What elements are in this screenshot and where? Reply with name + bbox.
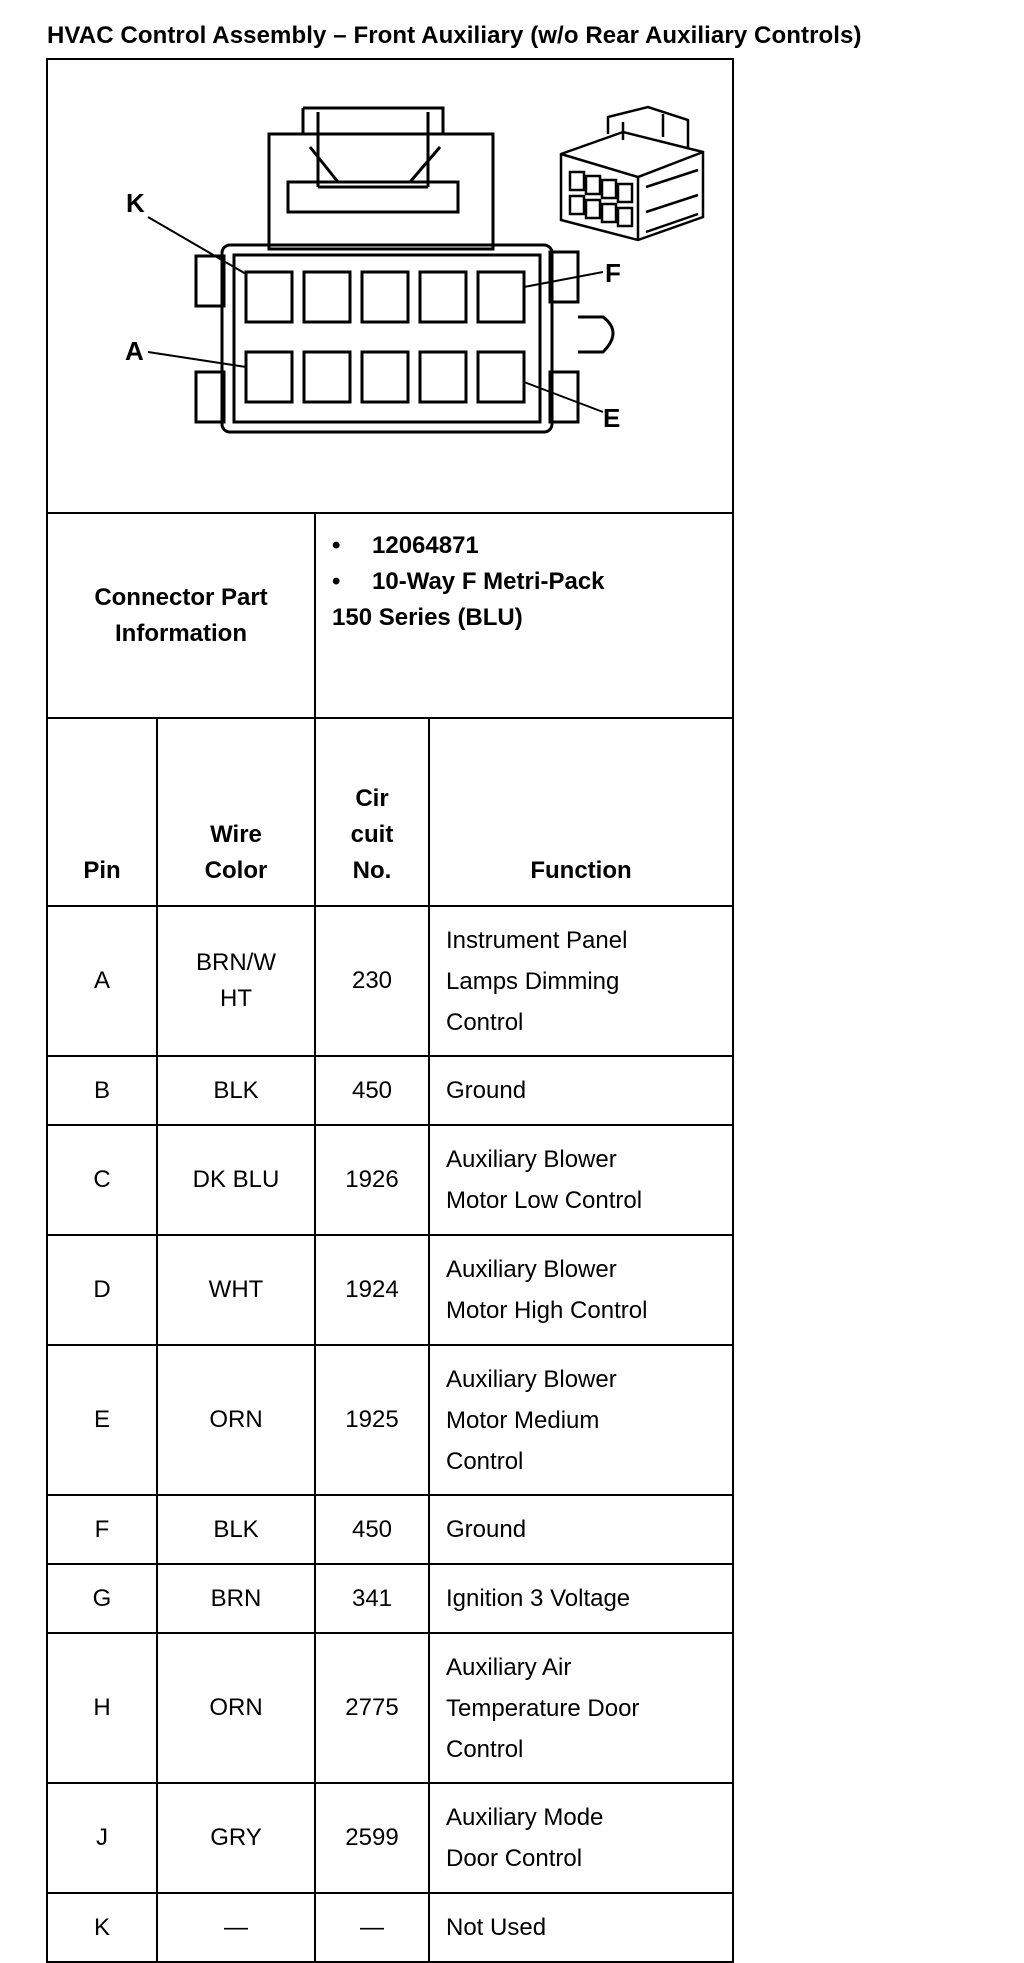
- cavity-bottom-4: [420, 352, 466, 402]
- pin-cell: H: [47, 1633, 157, 1783]
- function-cell: Ground: [429, 1495, 733, 1564]
- function-cell: [429, 1783, 733, 1893]
- cavity-top-4: [420, 272, 466, 322]
- connector-info-row: [47, 513, 733, 718]
- cavity-bottom-3: [362, 352, 408, 402]
- circuit-cell: 1924: [315, 1235, 429, 1345]
- connector-label-line2: Information: [115, 619, 247, 647]
- pin-cell: J: [47, 1783, 157, 1893]
- circuit-cell: 450: [315, 1056, 429, 1125]
- function-cell: [429, 1633, 733, 1783]
- description-bullet: [332, 564, 732, 600]
- function-line2: Lamps Dimming: [446, 967, 620, 995]
- connector-part-label: [47, 513, 315, 718]
- pin-cell: A: [47, 906, 157, 1056]
- header-circuit-line3: No.: [352, 857, 392, 884]
- header-wire-color: [157, 718, 315, 906]
- header-wire-line1: Wire: [210, 821, 262, 848]
- wire-color-line1: BRN/W: [196, 949, 276, 976]
- function-cell: Ground: [429, 1056, 733, 1125]
- cavity-k: [246, 272, 292, 322]
- header-function-text: Function: [530, 857, 632, 884]
- header-circuit: [315, 718, 429, 906]
- connector-diagram: [48, 62, 728, 510]
- pin-cell: C: [47, 1125, 157, 1235]
- table-row: [47, 1235, 733, 1345]
- circuit-cell: 341: [315, 1564, 429, 1633]
- circuit-cell: 1926: [315, 1125, 429, 1235]
- wire-color-cell: —: [157, 1893, 315, 1962]
- pin-cell: D: [47, 1235, 157, 1345]
- page-title: HVAC Control Assembly – Front Auxiliary (w/o Rear Auxiliary Controls): [47, 22, 862, 49]
- circuit-cell: 450: [315, 1495, 429, 1564]
- housing-inner: [234, 255, 540, 422]
- function-line3: Control: [446, 1008, 524, 1036]
- wire-color-cell: [157, 906, 315, 1056]
- wire-color-cell: BLK: [157, 1495, 315, 1564]
- wire-color-cell: BRN: [157, 1564, 315, 1633]
- connector-description-line1: 10-Way F Metri-Pack: [372, 568, 605, 595]
- function-line1: Auxiliary Blower: [446, 1146, 617, 1173]
- wire-color-line2: HT: [220, 985, 252, 1012]
- circuit-cell: 230: [315, 906, 429, 1056]
- circuit-cell: —: [315, 1893, 429, 1962]
- left-ear-bottom: [196, 372, 224, 422]
- label-a: A: [125, 336, 144, 366]
- wire-color-cell: DK BLU: [157, 1125, 315, 1235]
- pin-cell: F: [47, 1495, 157, 1564]
- function-line1: Auxiliary Blower: [446, 1365, 617, 1393]
- table-row: [47, 906, 733, 1056]
- header-wire-line2: Color: [204, 857, 268, 884]
- connector-description-line2: 150 Series (BLU): [332, 604, 523, 631]
- cavity-e: [478, 352, 524, 402]
- wire-color-cell: ORN: [157, 1633, 315, 1783]
- bullet-icon: •: [332, 532, 341, 559]
- table-row: [47, 1633, 733, 1783]
- function-line1: Instrument Panel: [446, 926, 628, 954]
- leader-e: [524, 382, 603, 412]
- wire-color-cell: WHT: [157, 1235, 315, 1345]
- cavity-a: [246, 352, 292, 402]
- table-row: [47, 1345, 733, 1495]
- function-cell: [429, 1345, 733, 1495]
- header-circuit-line2: cuit: [350, 821, 394, 848]
- function-line2: Motor Low Control: [446, 1187, 643, 1214]
- circuit-cell: 2775: [315, 1633, 429, 1783]
- function-line1: Auxiliary Air: [446, 1653, 572, 1681]
- connector-part-info: [315, 513, 733, 718]
- label-e: E: [603, 403, 621, 433]
- function-line3: Control: [446, 1447, 524, 1475]
- cavity-top-2: [304, 272, 350, 322]
- function-cell: Not Used: [429, 1893, 733, 1962]
- function-cell: [429, 1235, 733, 1345]
- leader-f: [524, 272, 603, 287]
- function-line3: Control: [446, 1735, 524, 1763]
- connector-diagram-cell: [47, 59, 733, 513]
- table-row: [47, 1564, 733, 1633]
- connector-label-line1: Connector Part: [94, 583, 268, 611]
- function-line1: Auxiliary Mode: [446, 1804, 604, 1831]
- pin-cell: E: [47, 1345, 157, 1495]
- label-f: F: [605, 258, 621, 288]
- function-cell: Ignition 3 Voltage: [429, 1564, 733, 1633]
- table-row: [47, 1783, 733, 1893]
- latch-top: [303, 108, 443, 134]
- leader-a: [148, 352, 246, 367]
- left-ear-top: [196, 256, 224, 306]
- right-knob: [578, 317, 613, 352]
- wire-color-cell: BLK: [157, 1056, 315, 1125]
- pin-cell: B: [47, 1056, 157, 1125]
- part-number-bullet: [332, 528, 732, 564]
- function-line2: Door Control: [446, 1845, 583, 1872]
- wire-color-cell: GRY: [157, 1783, 315, 1893]
- table-row: [47, 1125, 733, 1235]
- connector-iso-view: [561, 107, 703, 240]
- header-pin-text: Pin: [83, 857, 121, 884]
- latch-detail: [310, 147, 440, 182]
- header-pin: [47, 718, 157, 906]
- table-row: [47, 1056, 733, 1125]
- pin-cell: G: [47, 1564, 157, 1633]
- function-line2: Motor Medium: [446, 1406, 600, 1434]
- cavity-f: [478, 272, 524, 322]
- pin-cell: K: [47, 1893, 157, 1962]
- header-function: [429, 718, 733, 906]
- table-row: [47, 1893, 733, 1962]
- connector-table: [46, 58, 734, 1963]
- diagram-row: [47, 59, 733, 513]
- function-line1: Auxiliary Blower: [446, 1256, 617, 1283]
- function-line2: Motor High Control: [446, 1297, 648, 1324]
- function-cell: [429, 906, 733, 1056]
- cavity-bottom-2: [304, 352, 350, 402]
- header-circuit-line1: Cir: [355, 785, 389, 812]
- part-number: 12064871: [372, 532, 479, 559]
- table-row: [47, 1495, 733, 1564]
- function-line2: Temperature Door: [446, 1694, 640, 1722]
- wire-color-cell: ORN: [157, 1345, 315, 1495]
- circuit-cell: 1925: [315, 1345, 429, 1495]
- header-row: [47, 718, 733, 906]
- cavity-top-3: [362, 272, 408, 322]
- bullet-icon: •: [332, 568, 341, 595]
- circuit-cell: 2599: [315, 1783, 429, 1893]
- label-k: K: [126, 188, 145, 218]
- function-cell: [429, 1125, 733, 1235]
